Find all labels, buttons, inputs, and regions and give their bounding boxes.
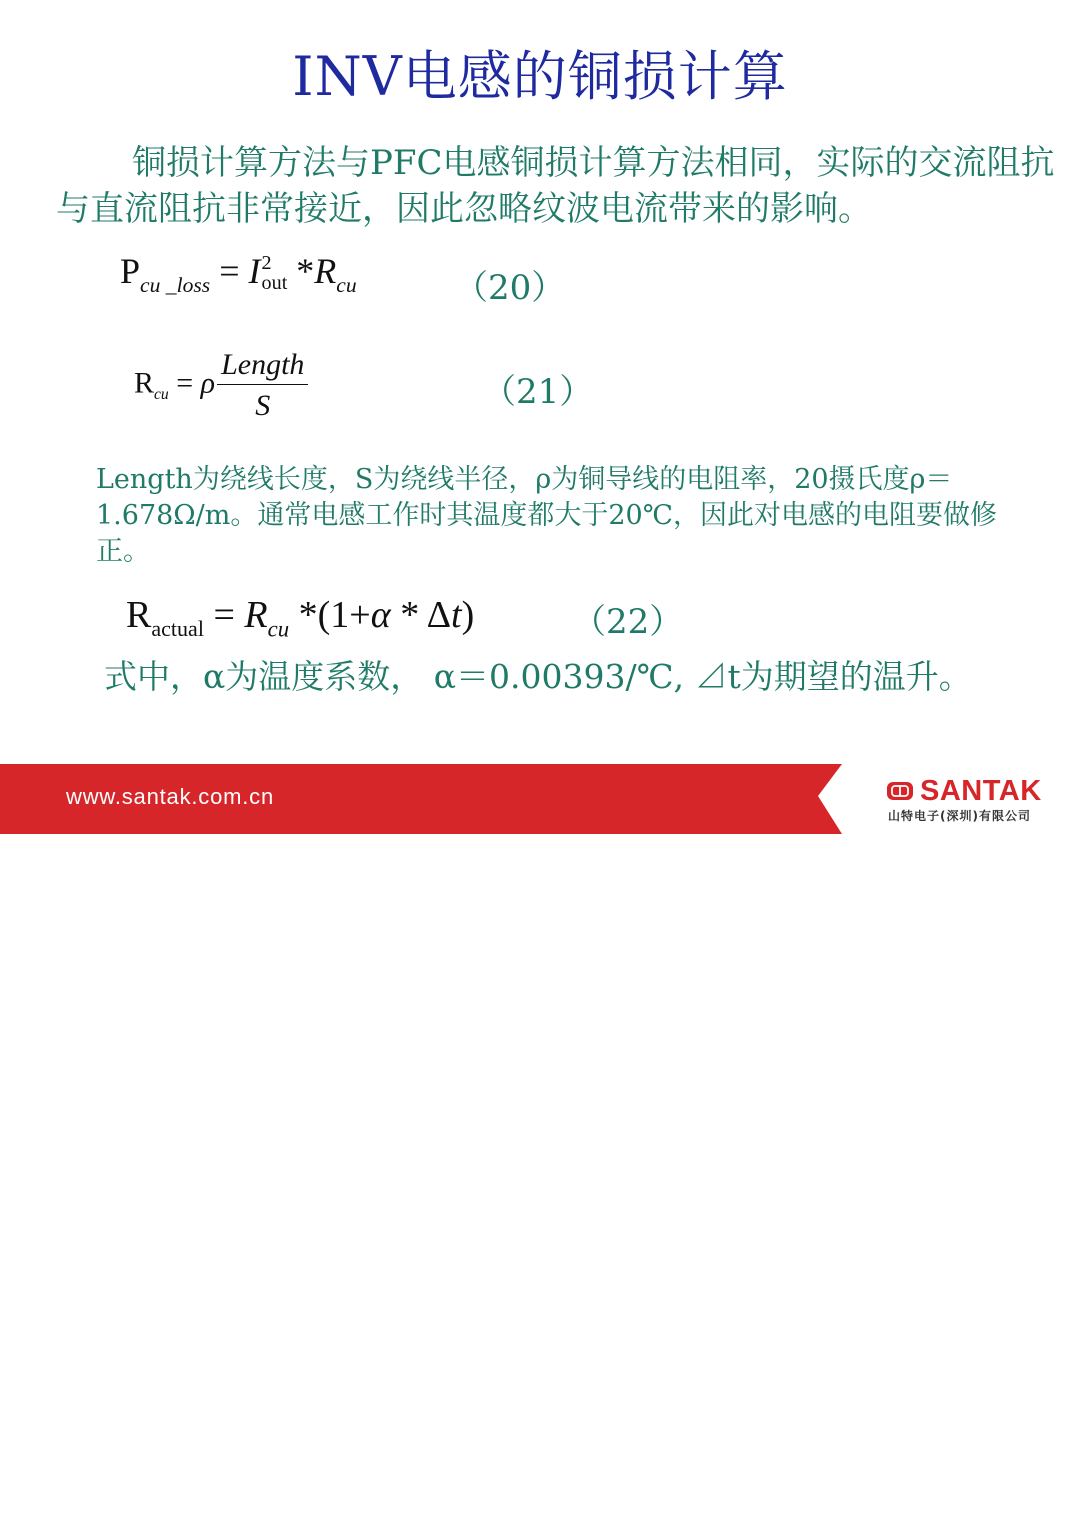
eq22-r2-subscript: cu: [267, 616, 290, 642]
website-link[interactable]: www.santak.com.cn: [66, 784, 275, 809]
eq22-equals: =: [213, 594, 235, 636]
eq21-r-subscript: cu: [154, 385, 169, 403]
variable-note: Length为绕线长度，S为绕线半径，ρ为铜导线的电阻率，20摄氏度ρ＝1.678Ω/m。通常电感工作时其温度都大于20℃，因此对电感的电阻要做修正。: [96, 464, 997, 567]
eq22-r-subscript: actual: [151, 615, 204, 641]
equation-20-number: （20）: [454, 268, 566, 308]
eq20-p-subscript: cu _loss: [140, 273, 211, 298]
eq21-fraction: [217, 348, 308, 423]
eq20-p: P: [120, 251, 141, 291]
slide-title: INV电感的铜损计算: [292, 45, 788, 108]
eq22-r2: R: [244, 594, 268, 636]
eq20-equals: =: [219, 251, 240, 291]
intro-paragraph: 铜损计算方法与PFC电感铜损计算方法相同，实际的交流阻抗与直流阻抗非常接近，因此忽略纹波电流带来的影响。: [56, 143, 1055, 229]
eq22-t: t: [451, 594, 462, 636]
eq20-i-superscript: 2: [261, 252, 272, 275]
eq21-denominator: S: [255, 389, 271, 422]
eq22-part-a: *(1+: [289, 594, 371, 636]
eq22-close: ): [461, 594, 475, 636]
equation-21-number: （21）: [482, 372, 594, 412]
eq20-i-scripts: [262, 253, 288, 293]
eq21-r: R: [134, 366, 155, 400]
equation-20: [120, 246, 357, 310]
company-name: 山特电子(深圳)有限公司: [888, 809, 1031, 823]
eq20-r: R: [314, 251, 337, 291]
eq20-r-subscript: cu: [336, 273, 357, 298]
eq21-rho: ρ: [200, 366, 216, 400]
eq20-multiply: *: [296, 251, 315, 291]
santak-logo: [886, 775, 1062, 831]
eq20-i: I: [248, 251, 261, 291]
eq21-equals: =: [176, 366, 194, 400]
eq22-part-b: * Δ: [390, 594, 452, 636]
eq20-i-subscript: out: [261, 272, 288, 295]
eq22-r: R: [126, 594, 152, 636]
santak-mark-icon: [886, 781, 914, 801]
equation-21: [134, 348, 308, 423]
alpha-note: 式中，α为温度系数， α＝0.00393/℃, ⊿t为期望的温升。: [104, 657, 972, 696]
brand-name: SANTAK: [920, 775, 1042, 807]
eq22-alpha: α: [370, 594, 391, 636]
equation-22-number: （22）: [572, 602, 684, 642]
equation-22: [126, 588, 474, 657]
eq21-numerator: Length: [217, 348, 308, 385]
